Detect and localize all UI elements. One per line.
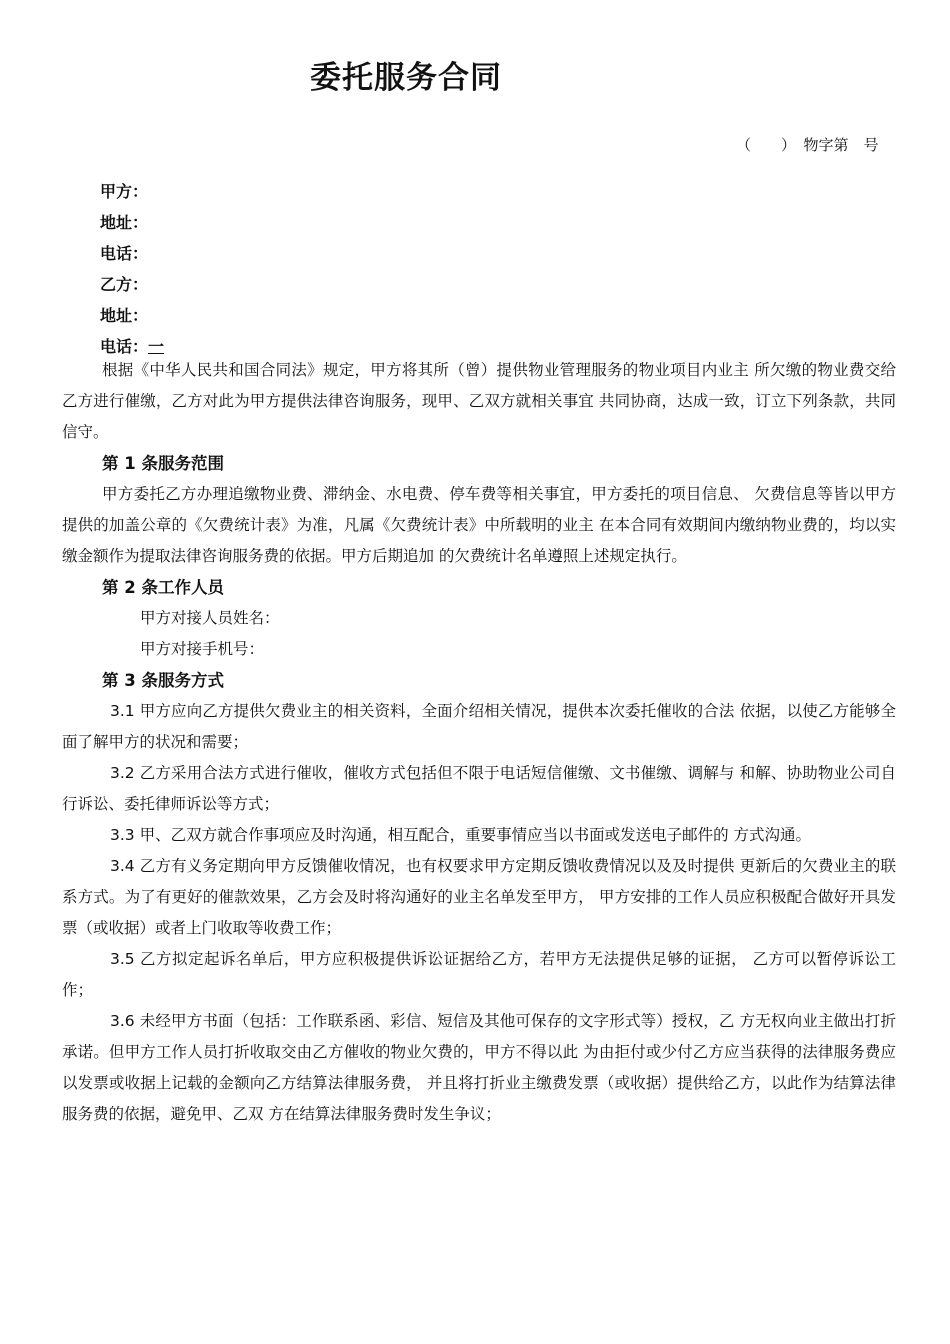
party-a-address-line	[100, 207, 164, 238]
contract-title: 委托服务合同	[310, 60, 502, 96]
clause-3-1: 3.1 甲方应向乙方提供欠费业主的相关资料，全面介绍相关情况，提供本次委托催收的合法 依据，以使乙方能够全面了解甲方的状况和需要；	[62, 702, 896, 751]
article-1-heading: 第 1 条服务范围	[102, 454, 224, 473]
party-a-line	[100, 176, 164, 207]
party-a-phone-label: 电话：	[100, 244, 149, 263]
clause-3-4: 3.4 乙方有义务定期向甲方反馈催收情况，也有权要求甲方定期反馈收费情况以及及时提供 更新后的欠费业主的联系方式。为了有更好的催款效果，乙方会及时将沟通好的业主名单发至甲方， 甲方安排的工作人员应积极配合做好开具发票（或收据）或者上门收取等收费工作；	[62, 857, 896, 937]
clause-3-6: 3.6 未经甲方书面（包括：工作联系函、彩信、短信及其他可保存的文字形式等）授权，乙 方无权向业主做出打折承诺。但甲方工作人员打折收取交由乙方催收的物业欠费的，甲方不得以此 为由拒付或少付乙方应当获得的法律服务费应以发票或收据上记载的金额向乙方结算法律服务费， 并且将打折业主缴费发票（或收据）提供给乙方，以此作为结算法律服务费的依据，避免甲、乙双 方在结算法律服务费时发生争议；	[62, 1012, 896, 1123]
party-b-phone-label: 电话：	[100, 337, 149, 356]
party-b-address-line	[100, 300, 164, 331]
document-number: （ ） 物字第 号	[736, 136, 879, 154]
party-b-phone-value: 一	[148, 337, 165, 356]
clause-3-2: 3.2 乙方采用合法方式进行催收，催收方式包括但不限于电话短信催缴、文书催缴、调解与 和解、协助物业公司自行诉讼、委托律师诉讼等方式；	[62, 764, 896, 813]
party-b-address-label: 地址：	[100, 306, 149, 325]
article-3-heading: 第 3 条服务方式	[102, 671, 224, 690]
article-2-heading: 第 2 条工作人员	[102, 578, 224, 597]
contact-name-line: 甲方对接人员姓名：	[140, 609, 280, 627]
party-a-address-label: 地址：	[100, 213, 149, 232]
clause-3-3: 3.3 甲、乙双方就合作事项应及时沟通，相互配合，重要事情应当以书面或发送电子邮件的 方式沟通。	[110, 826, 812, 844]
party-b-label: 乙方：	[100, 275, 149, 294]
party-a-label: 甲方：	[100, 182, 149, 201]
contact-phone-line: 甲方对接手机号：	[140, 640, 265, 658]
clause-3-5: 3.5 乙方拟定起诉名单后，甲方应积极提供诉讼证据给乙方，若甲方无法提供足够的证据， 乙方可以暂停诉讼工作；	[62, 950, 896, 999]
article-1-text: 甲方委托乙方办理追缴物业费、滞纳金、水电费、停车费等相关事宜，甲方委托的项目信息、 欠费信息等皆以甲方提供的加盖公章的《欠费统计表》为准，凡属《欠费统计表》中所载明的业主 在本合同有效期间内缴纳物业费的，均以实缴金额作为提取法律咨询服务费的依据。甲方后期追加 的欠费统计名单遵照上述规定执行。	[62, 485, 896, 565]
party-a-phone-line	[100, 238, 164, 269]
contract-body	[62, 355, 896, 1130]
intro-paragraph: 根据《中华人民共和国合同法》规定，甲方将其所（曾）提供物业管理服务的物业项目内业主 所欠缴的物业费交给乙方进行催缴，乙方对此为甲方提供法律咨询服务，现甲、乙双方就相关事宜 共同协商，达成一致，订立下列条款，共同信守。	[62, 361, 896, 441]
party-info-block	[100, 176, 164, 362]
party-b-line	[100, 269, 164, 300]
